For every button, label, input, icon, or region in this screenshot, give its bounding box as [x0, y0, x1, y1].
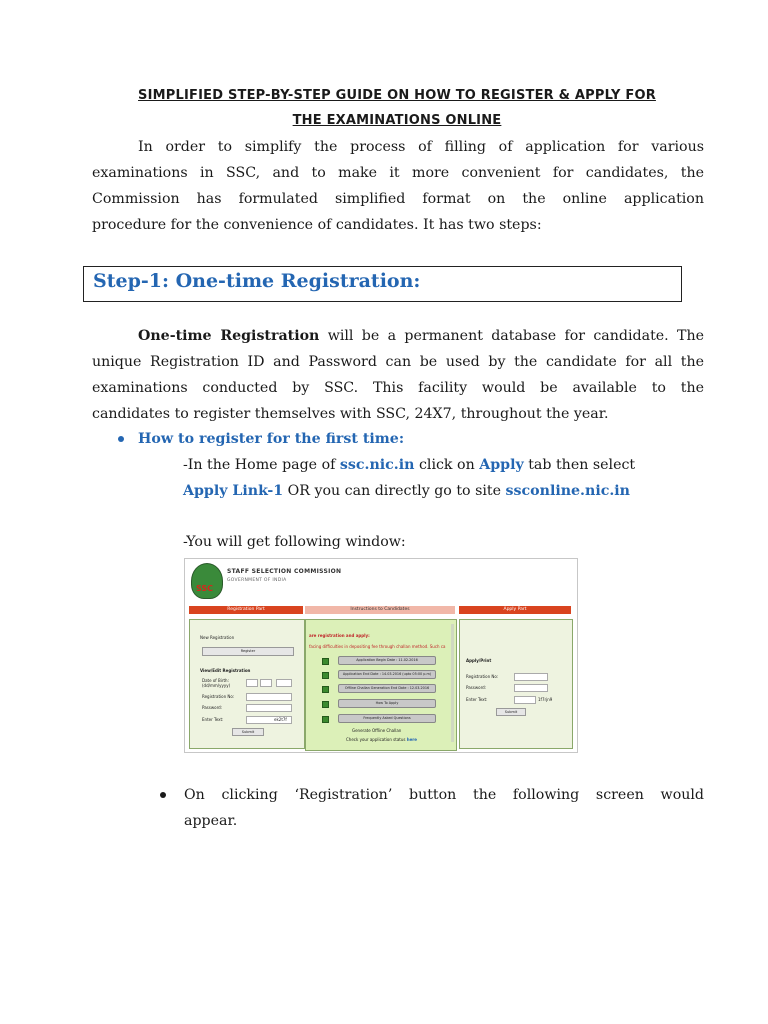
screenshot-header [185, 559, 577, 603]
org-subtitle: GOVERNMENT OF INDIA [227, 578, 287, 583]
how-line-1-pre: -In the Home page of [183, 457, 340, 473]
clicking-paragraph [184, 782, 704, 834]
apply-link-1[interactable]: Apply Link-1 [183, 483, 284, 499]
challan-end-date-button[interactable]: Offline Challan Generation End Date : 12.03.2016 [338, 684, 436, 693]
intro-paragraph [92, 134, 704, 238]
password-label: Password: [202, 705, 223, 710]
check-icon [322, 716, 329, 723]
how-line-1-post: tab then select [523, 457, 636, 473]
how-line-1 [183, 452, 635, 478]
apply-regno-label: Registration No: [466, 674, 499, 679]
apply-tab-link[interactable]: Apply [479, 457, 524, 473]
apply-print-label: Apply/Print [466, 658, 492, 663]
application-begin-date-button[interactable]: Application Begin Date : 11.02.2016 [338, 656, 436, 665]
submit-button-left[interactable]: Submit [232, 728, 264, 736]
step-1-heading: Step-1: One-time Registration: [93, 270, 421, 292]
dob-day-input[interactable] [246, 679, 258, 687]
apply-enter-text-label: Enter Text: [466, 697, 488, 702]
check-status-line [346, 737, 417, 742]
apply-password-label: Password: [466, 685, 487, 690]
faq-button[interactable]: Frequently Asked Questions [338, 714, 436, 723]
apply-panel [459, 619, 573, 749]
application-end-date-button[interactable]: Application End Date : 14.03.2016 (upto 05:00 p.m) [338, 670, 436, 679]
how-line-1-mid: click on [414, 457, 480, 473]
tab-registration-part[interactable]: Registration Part [189, 606, 303, 614]
otr-line-1-rest: will be a permanent database for candidate. The [319, 328, 704, 344]
intro-line-3: Commission has formulated simplified format on the online application [92, 191, 704, 207]
regno-input[interactable] [246, 693, 292, 701]
mid-heading: are registration and apply: [309, 633, 370, 638]
tab-instructions[interactable]: Instructions to Candidates [305, 606, 455, 614]
check-icon [322, 672, 329, 679]
intro-line-1-text: In order to simplify the process of filling of application for various [138, 139, 704, 155]
otr-line-4: candidates to register themselves with SSC, 24X7, throughout the year. [92, 406, 609, 422]
instructions-panel [305, 619, 457, 751]
clicking-line-2: appear. [184, 813, 238, 829]
how-line-2 [183, 478, 630, 504]
intro-line-1 [92, 134, 704, 160]
dob-label: Date of Birth: [202, 678, 229, 683]
dob-year-input[interactable] [276, 679, 292, 687]
org-name: STAFF SELECTION COMMISSION [227, 568, 342, 575]
check-icon [322, 686, 329, 693]
doc-title-line-2: THE EXAMINATIONS ONLINE [292, 113, 502, 128]
check-icon [322, 701, 329, 708]
apply-regno-input[interactable] [514, 673, 548, 681]
bullet-dot [118, 436, 124, 442]
tab-apply-part[interactable]: Apply Part [459, 606, 571, 614]
password-input[interactable] [246, 704, 292, 712]
how-line-3: -You will get following window: [183, 534, 406, 550]
captcha-image-left: ek2t7f [274, 717, 287, 722]
intro-line-2: examinations in SSC, and to make it more convenient for candidates, the [92, 165, 704, 181]
view-edit-label: View/Edit Registration [200, 668, 251, 673]
how-to-register-bullet: How to register for the first time: [138, 431, 405, 447]
mid-warning: facing difficulties in depositing fee through challan method. Such ca [309, 644, 446, 649]
ssc-window-screenshot [184, 558, 578, 753]
dob-month-input[interactable] [260, 679, 272, 687]
otr-line-3: examinations conducted by SSC. This facility would be available to the [92, 380, 704, 396]
generate-challan-link[interactable]: Generate Offline Challan [352, 728, 402, 733]
registration-panel [189, 619, 305, 749]
logo-text: SSC [196, 584, 214, 593]
scrollbar[interactable] [451, 624, 454, 742]
submit-button-right[interactable]: Submit [496, 708, 526, 716]
intro-line-4: procedure for the convenience of candidates. It has two steps: [92, 217, 542, 233]
dob-format-label: (dd/mm/yyyy) [202, 683, 231, 688]
ssconline-site-link[interactable]: ssconline.nic.in [505, 483, 630, 499]
here-link[interactable]: here [406, 737, 417, 742]
otr-line-1 [92, 323, 704, 349]
register-button[interactable]: Register [202, 647, 294, 656]
new-registration-label: New Registration [200, 635, 235, 640]
otr-line-2: unique Registration ID and Password can be used by the candidate for all the [92, 354, 704, 370]
regno-label: Registration No: [202, 694, 235, 699]
bullet-dot [160, 792, 166, 798]
ssc-emblem-icon [191, 563, 223, 599]
apply-password-input[interactable] [514, 684, 548, 692]
otr-bold-lead: One-time Registration [138, 328, 320, 344]
check-icon [322, 658, 329, 665]
captcha-image-right: 1f7rjn9 [538, 697, 553, 702]
otr-paragraph [92, 323, 704, 427]
doc-title-line-1: SIMPLIFIED STEP-BY-STEP GUIDE ON HOW TO REGISTER & APPLY FOR [138, 88, 656, 103]
apply-captcha-input[interactable] [514, 696, 536, 704]
enter-text-label: Enter Text: [202, 717, 224, 722]
ssc-site-link[interactable]: ssc.nic.in [339, 457, 415, 473]
how-line-2-mid: OR you can directly go to site [283, 483, 506, 499]
clicking-line-1: On clicking ‘Registration’ button the following screen would [184, 787, 704, 803]
how-to-apply-button[interactable]: How To Apply [338, 699, 436, 708]
check-status-text: Check your application status [346, 737, 406, 742]
step-1-box [83, 266, 682, 302]
